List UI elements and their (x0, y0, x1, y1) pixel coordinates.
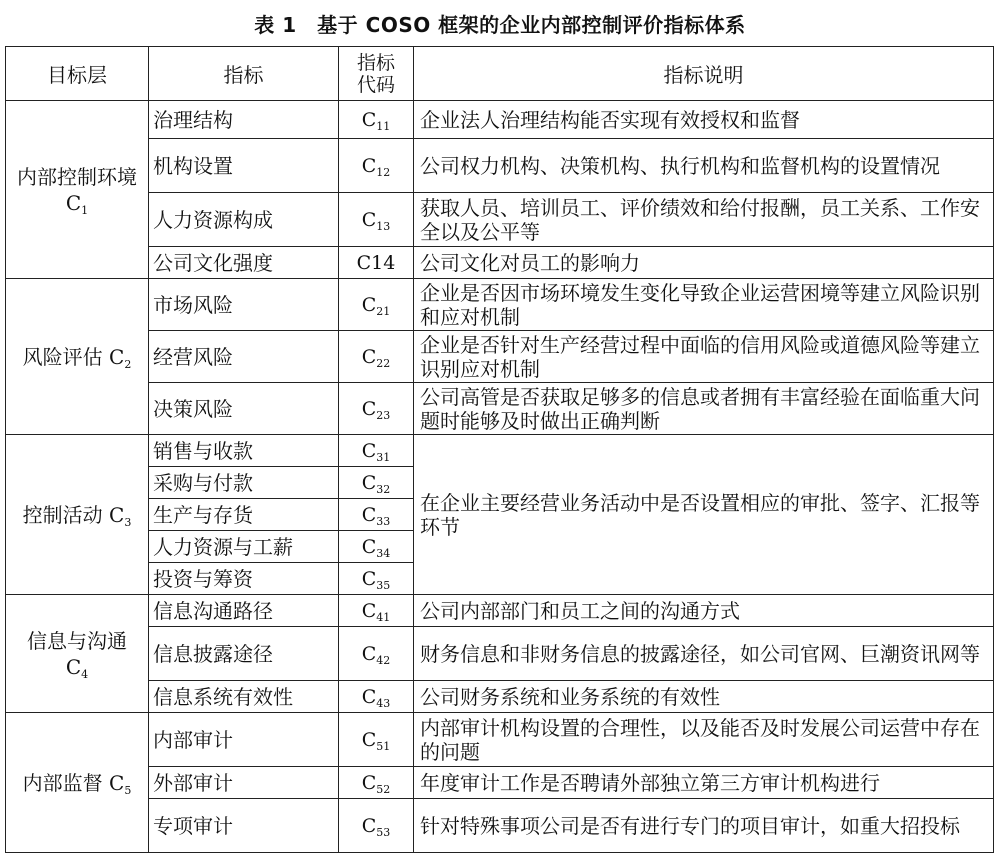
goal-name: 控制活动 C (22, 502, 125, 527)
desc-cell: 财务信息和非财务信息的披露途径，如公司官网、巨潮资讯网等 (414, 627, 994, 681)
code-cell: $C_{43}$ (339, 681, 414, 713)
indicator-cell: 信息系统有效性 (149, 681, 339, 713)
table-row (6, 247, 994, 279)
goal-code: $C_4$ (65, 654, 89, 681)
indicator-cell: 公司文化强度 (149, 247, 339, 279)
code-cell: $C_{21}$ (339, 279, 414, 331)
table-row (6, 713, 994, 767)
code-cell: $C_{13}$ (339, 193, 414, 247)
code-cell: $C_{31}$ (339, 435, 414, 467)
table-row (6, 383, 994, 435)
desc-cell: 企业法人治理结构能否实现有效授权和监督 (414, 101, 994, 139)
shared-desc-cell: 在企业主要经营业务活动中是否设置相应的审批、签字、汇报等环节 (414, 435, 994, 595)
goal-cell-c3: 控制活动 $C_3$ (6, 435, 149, 595)
table-row (6, 681, 994, 713)
goal-name: 信息与沟通 (27, 628, 127, 653)
table-row (6, 139, 994, 193)
desc-cell: 公司文化对员工的影响力 (414, 247, 994, 279)
desc-cell: 针对特殊事项公司是否有进行专门的项目审计，如重大招投标 (414, 799, 994, 853)
code-cell: $C_{23}$ (339, 383, 414, 435)
goal-cell-c1 (6, 101, 149, 279)
code-cell: $C_{41}$ (339, 595, 414, 627)
goal-name: 内部监督 C (22, 770, 125, 795)
desc-cell: 公司内部部门和员工之间的沟通方式 (414, 595, 994, 627)
indicator-cell: 专项审计 (149, 799, 339, 853)
desc-cell: 年度审计工作是否聘请外部独立第三方审计机构进行 (414, 767, 994, 799)
indicator-cell: 内部审计 (149, 713, 339, 767)
table-header-row (6, 47, 994, 101)
indicator-cell: 人力资源与工薪 (149, 531, 339, 563)
code-cell: $C_{12}$ (339, 139, 414, 193)
header-indicator: 指标 (149, 47, 339, 101)
desc-cell: 公司权力机构、决策机构、执行机构和监督机构的设置情况 (414, 139, 994, 193)
indicator-cell: 信息沟通路径 (149, 595, 339, 627)
header-code-line2: 代码 (356, 73, 395, 96)
code-cell: $C_{32}$ (339, 467, 414, 499)
table-row (6, 627, 994, 681)
indicator-cell: 人力资源构成 (149, 193, 339, 247)
indicator-cell: 市场风险 (149, 279, 339, 331)
indicator-cell: 投资与筹资 (149, 563, 339, 595)
goal-name: 风险评估 C (22, 344, 125, 369)
desc-cell: 公司高管是否获取足够多的信息或者拥有丰富经验在面临重大问题时能够及时做出正确判断 (414, 383, 994, 435)
header-desc: 指标说明 (414, 47, 994, 101)
indicator-cell: 外部审计 (149, 767, 339, 799)
code-cell: C14 (339, 247, 414, 279)
goal-code: $C_1$ (65, 190, 89, 217)
indicator-cell: 采购与付款 (149, 467, 339, 499)
desc-cell: 公司财务系统和业务系统的有效性 (414, 681, 994, 713)
indicator-cell: 决策风险 (149, 383, 339, 435)
indicator-table (5, 46, 994, 853)
table-row (6, 767, 994, 799)
code-cell: $C_{42}$ (339, 627, 414, 681)
table-row (6, 331, 994, 383)
table-row (6, 193, 994, 247)
goal-cell-c4 (6, 595, 149, 713)
code-cell: $C_{22}$ (339, 331, 414, 383)
goal-cell-c2: 风险评估 $C_2$ (6, 279, 149, 435)
indicator-cell: 生产与存货 (149, 499, 339, 531)
code-cell: $C_{33}$ (339, 499, 414, 531)
table-row (6, 101, 994, 139)
desc-cell: 企业是否针对生产经营过程中面临的信用风险或道德风险等建立识别应对机制 (414, 331, 994, 383)
desc-cell: 获取人员、培训员工、评价绩效和给付报酬，员工关系、工作安全以及公平等 (414, 193, 994, 247)
table-row (6, 279, 994, 331)
code-cell: $C_{11}$ (339, 101, 414, 139)
desc-cell: 企业是否因市场环境发生变化导致企业运营困境等建立风险识别和应对机制 (414, 279, 994, 331)
indicator-cell: 信息披露途径 (149, 627, 339, 681)
header-code (339, 47, 414, 101)
goal-name: 内部控制环境 (17, 164, 137, 189)
header-code-line1: 指标 (356, 51, 395, 74)
table-row (6, 799, 994, 853)
code-cell: $C_{34}$ (339, 531, 414, 563)
code-cell: $C_{51}$ (339, 713, 414, 767)
header-goal: 目标层 (6, 47, 149, 101)
code-cell: $C_{52}$ (339, 767, 414, 799)
indicator-cell: 销售与收款 (149, 435, 339, 467)
code-cell: $C_{53}$ (339, 799, 414, 853)
indicator-cell: 经营风险 (149, 331, 339, 383)
table-row (6, 595, 994, 627)
table-row (6, 435, 994, 467)
table-title: 表 1 基于 COSO 框架的企业内部控制评价指标体系 (254, 13, 746, 37)
goal-cell-c5: 内部监督 $C_5$ (6, 713, 149, 853)
desc-cell: 内部审计机构设置的合理性，以及能否及时发展公司运营中存在的问题 (414, 713, 994, 767)
code-cell: $C_{35}$ (339, 563, 414, 595)
indicator-cell: 治理结构 (149, 101, 339, 139)
indicator-cell: 机构设置 (149, 139, 339, 193)
